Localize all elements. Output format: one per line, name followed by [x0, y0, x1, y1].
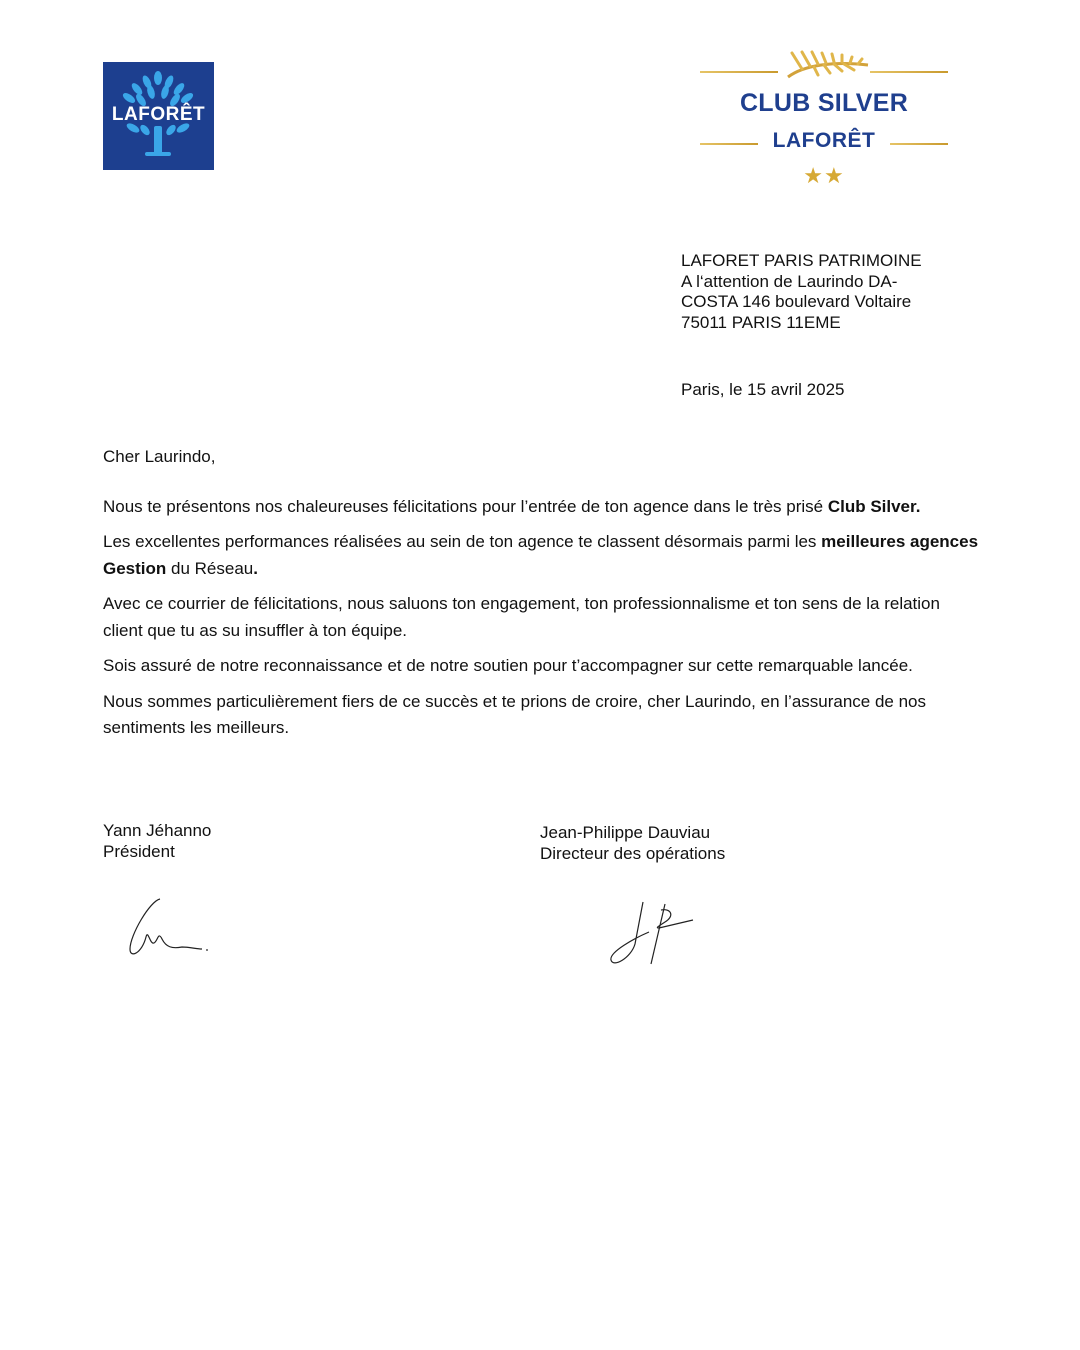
paragraph: Sois assuré de notre reconnaissance et de notre soutien pour t’accompagner sur cette remarquable lancée.	[103, 656, 913, 675]
paragraph: Nous sommes particulièrement fiers de ce succès et te prions de croire, cher Laurindo, en l’assurance de nos sentiments les meilleurs.	[103, 691, 927, 737]
signature-block-director	[540, 823, 725, 864]
recipient-line: 75011 PARIS 11EME	[681, 312, 841, 332]
palm-leaf-icon	[784, 49, 870, 79]
star-icons: ★★	[803, 163, 845, 188]
salutation: Cher Laurindo,	[103, 447, 216, 466]
recipient-line: A l‘attention de Laurindo DA-	[681, 271, 898, 291]
gold-divider	[870, 71, 948, 73]
letter-date: Paris, le 15 avril 2025	[681, 380, 845, 399]
recipient-line: COSTA 146 boulevard Voltaire	[681, 292, 912, 311]
paragraph: Avec ce courrier de félicitations, nous saluons ton engagement, ton professionnalisme et ton sens de la relation client que tu as su insuffler à ton équipe.	[103, 594, 940, 640]
signature-director-image	[605, 898, 700, 968]
letter-body	[103, 497, 983, 751]
recipient-address	[681, 251, 966, 333]
signatory-name: Yann Jéhanno	[103, 821, 212, 840]
laforet-logo-text: LAFORÊT	[111, 104, 206, 125]
paragraph-emphasis: .	[253, 558, 258, 578]
paragraph-emphasis: meilleures agences Gestion	[103, 532, 979, 578]
laforet-logo	[103, 62, 214, 170]
signatory-title: Directeur des opérations	[540, 843, 726, 863]
gold-divider	[700, 71, 778, 73]
club-title: CLUB SILVER	[739, 89, 909, 117]
paragraph-text: Les excellentes performances réalisées au sein de ton agence te classent désormais parmi les	[103, 532, 822, 551]
paragraph-text: Nous te présentons nos chaleureuses félicitations pour l’entrée de ton agence dans le très prisé	[103, 497, 828, 516]
recipient-line: LAFORET PARIS PATRIMOINE	[681, 251, 922, 270]
club-silver-badge	[698, 45, 950, 195]
club-brand: LAFORÊT	[772, 129, 876, 152]
paragraph-text: du Réseau	[166, 558, 254, 578]
signatory-title: Président	[103, 841, 175, 861]
paragraph	[103, 497, 983, 517]
signatory-name: Jean-Philippe Dauviau	[540, 823, 711, 842]
paragraph	[103, 529, 983, 582]
signature-block-president	[103, 821, 211, 862]
paragraph-emphasis: Club Silver.	[827, 497, 921, 516]
signature-president-image	[124, 895, 214, 960]
